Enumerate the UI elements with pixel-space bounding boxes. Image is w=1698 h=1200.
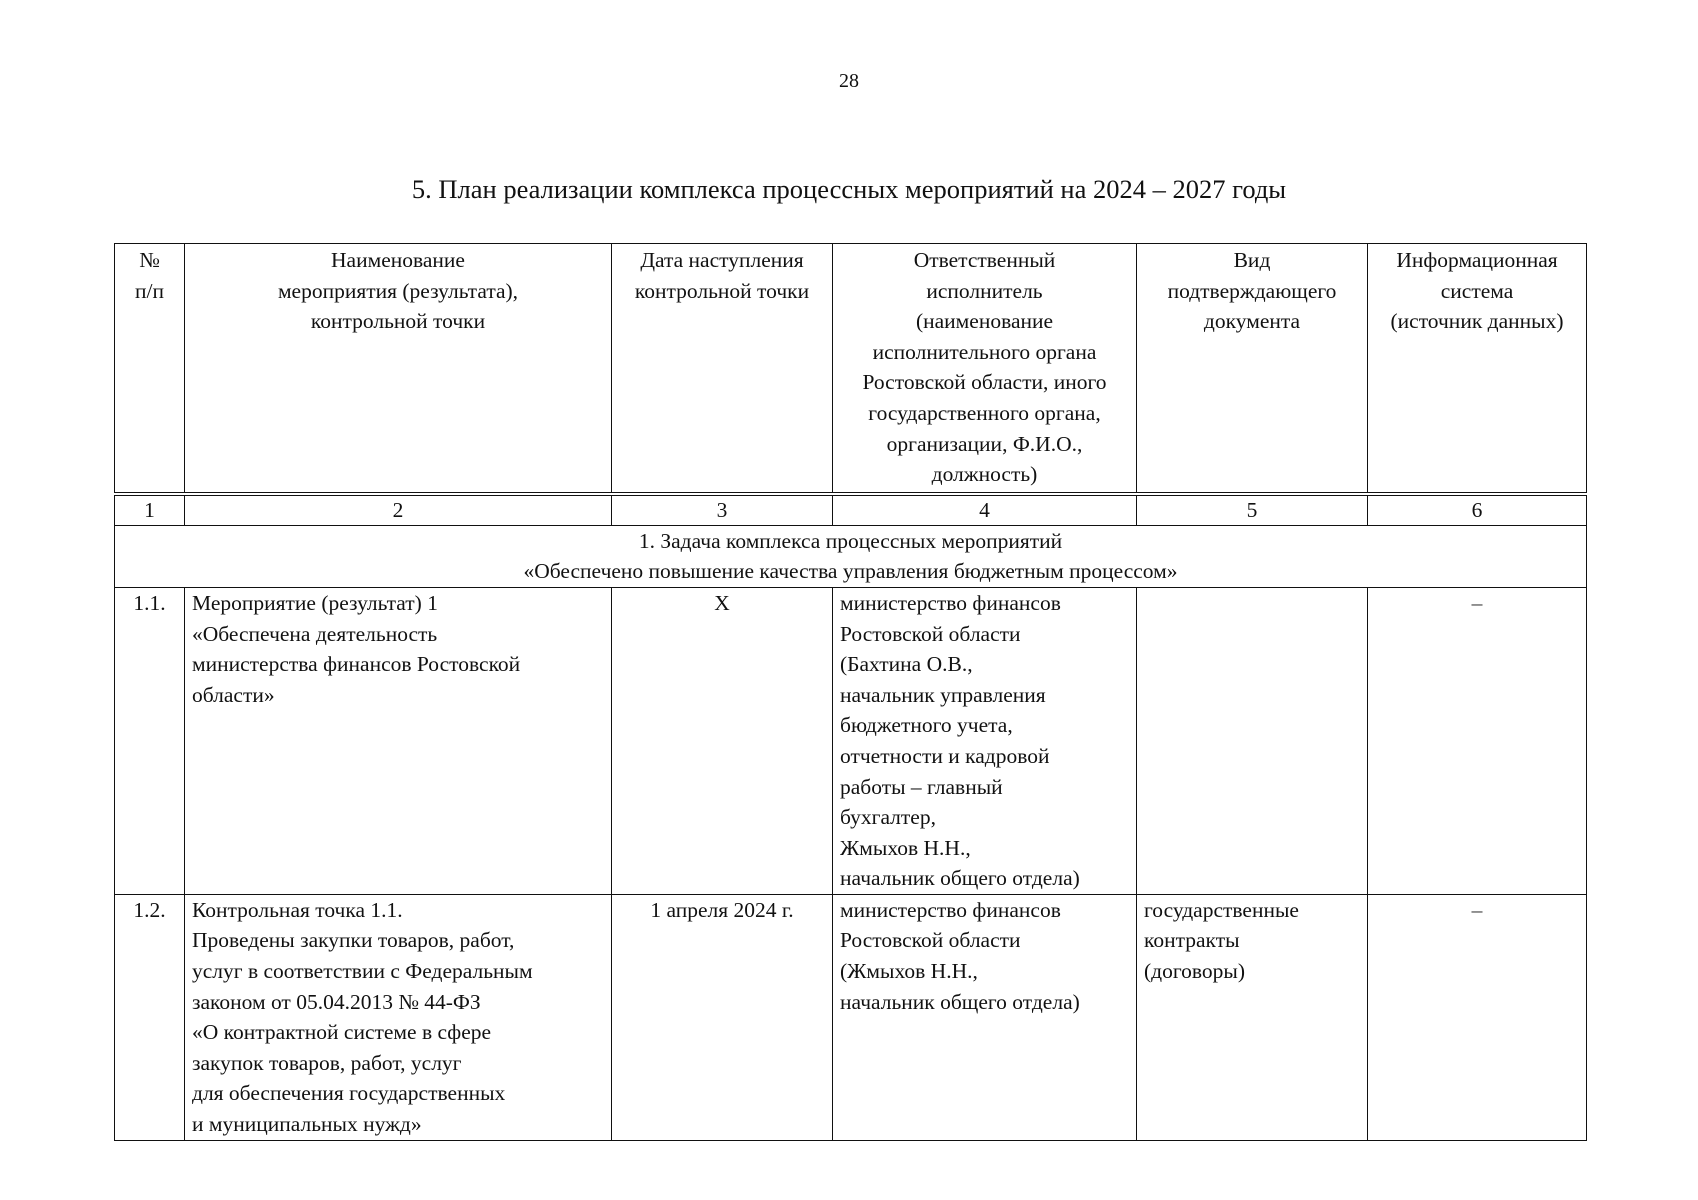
header-col-document: Вид подтверждающего документа	[1137, 244, 1368, 494]
row-date: 1 апреля 2024 г.	[612, 894, 833, 1140]
column-number: 2	[185, 494, 612, 526]
section-title: 1. Задача комплекса процессных мероприятий «Обеспечено повышение качества управления бюджетным процессом»	[115, 525, 1587, 587]
row-name: Мероприятие (результат) 1 «Обеспечена деятельность министерства финансов Ростовской области»	[185, 587, 612, 894]
plan-table	[114, 243, 1587, 1141]
row-name: Контрольная точка 1.1. Проведены закупки товаров, работ, услуг в соответствии с Федеральным законом от 05.04.2013 № 44-ФЗ «О контрактной системе в сфере закупок товаров, работ, услуг для обеспечения государственных и муниципальных нужд»	[185, 894, 612, 1140]
column-number: 5	[1137, 494, 1368, 526]
row-number: 1.1.	[115, 587, 185, 894]
document-title: 5. План реализации комплекса процессных мероприятий на 2024 – 2027 годы	[411, 174, 1287, 204]
table-row	[115, 894, 1587, 1140]
header-col-system: Информационная система (источник данных)	[1368, 244, 1587, 494]
header-col-responsible: Ответственный исполнитель (наименование исполнительного органа Ростовской области, иного государственного органа, организации, Ф.И.О., должность)	[833, 244, 1137, 494]
column-number: 1	[115, 494, 185, 526]
column-number: 3	[612, 494, 833, 526]
row-number: 1.2.	[115, 894, 185, 1140]
row-document: государственные контракты (договоры)	[1137, 894, 1368, 1140]
row-responsible: министерство финансов Ростовской области (Бахтина О.В., начальник управления бюджетного учета, отчетности и кадровой работы – главный бухгалтер, Жмыхов Н.Н., начальник общего отдела)	[833, 587, 1137, 894]
header-col-date: Дата наступления контрольной точки	[612, 244, 833, 494]
column-number: 4	[833, 494, 1137, 526]
header-row	[115, 244, 1587, 494]
row-system: –	[1368, 894, 1587, 1140]
table-row	[115, 587, 1587, 894]
column-number: 6	[1368, 494, 1587, 526]
header-col-number: № п/п	[115, 244, 185, 494]
page-number: 28	[839, 70, 859, 92]
column-number-row	[115, 494, 1587, 526]
row-responsible: министерство финансов Ростовской области (Жмыхов Н.Н., начальник общего отдела)	[833, 894, 1137, 1140]
header-col-name: Наименование мероприятия (результата), контрольной точки	[185, 244, 612, 494]
row-document	[1137, 587, 1368, 894]
row-system: –	[1368, 587, 1587, 894]
row-date: X	[612, 587, 833, 894]
section-row	[115, 525, 1587, 587]
